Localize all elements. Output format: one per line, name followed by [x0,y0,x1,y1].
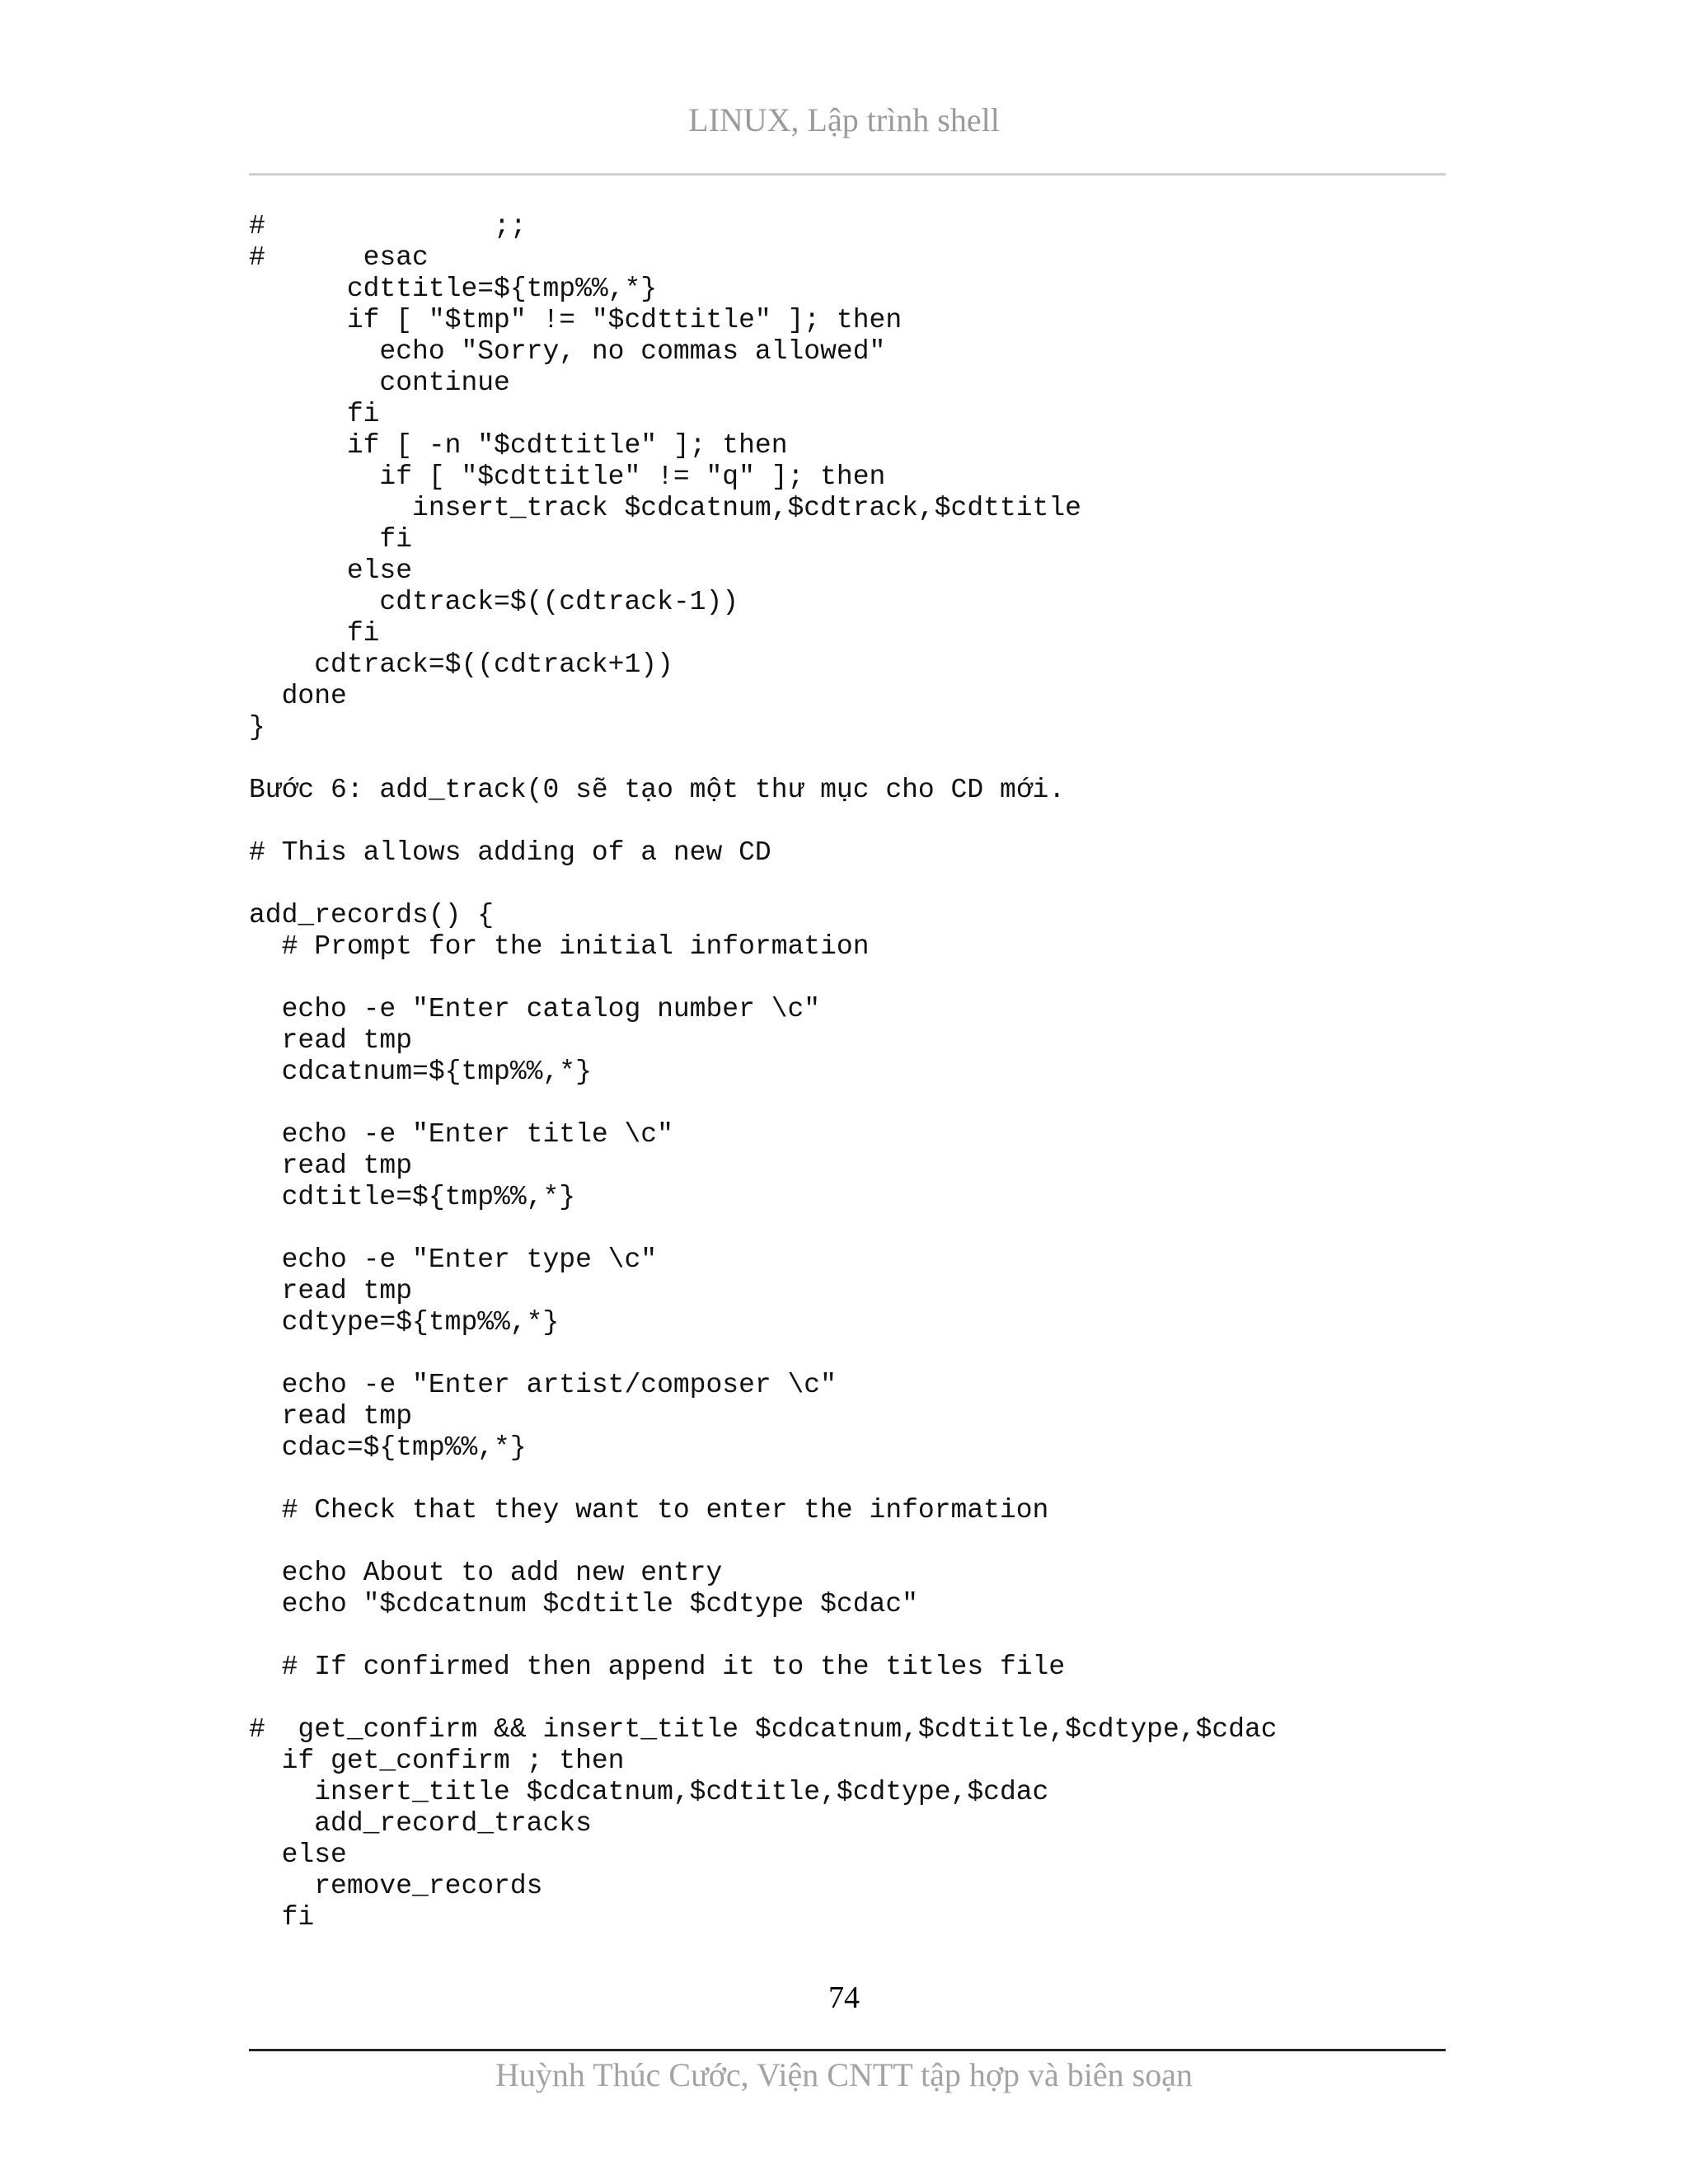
code-line: echo -e "Enter catalog number \c" [249,994,821,1024]
code-line: cdtype=${tmp%%,*} [249,1307,560,1338]
code-line: cdtrack=$((cdtrack+1)) [249,649,673,680]
code-line: read tmp [249,1401,413,1432]
code-line: cdac=${tmp%%,*} [249,1432,527,1463]
code-line: add_records() { [249,900,495,930]
code-line: # get_confirm && insert_title $cdcatnum,$cdtitle,$cdtype,$cdac [249,1714,1278,1745]
code-line: insert_title $cdcatnum,$cdtitle,$cdtype,$cdac [249,1777,1049,1807]
code-line: echo -e "Enter artist/composer \c" [249,1370,837,1400]
code-line: cdttitle=${tmp%%,*} [249,274,658,304]
code-line: # Prompt for the initial information [249,931,870,962]
header-title: LINUX, Lập trình shell [688,101,1000,138]
code-line: fi [249,1902,315,1933]
code-line: read tmp [249,1025,413,1056]
code-line [249,743,1278,775]
page-number: 74 [828,1980,860,2015]
code-line: if get_confirm ; then [249,1746,625,1776]
code-line: else [249,555,413,586]
code-line [249,1464,1278,1495]
code-line [249,1526,1278,1558]
code-line [249,1620,1278,1652]
code-line [249,1088,1278,1119]
code-line: read tmp [249,1151,413,1181]
code-line: continue [249,368,510,398]
code-line: cdtitle=${tmp%%,*} [249,1182,576,1212]
code-line: if [ "$tmp" != "$cdttitle" ]; then [249,305,903,335]
code-line: cdtrack=$((cdtrack-1)) [249,587,739,617]
code-line: fi [249,618,380,649]
code-line: if [ "$cdttitle" != "q" ]; then [249,462,886,492]
code-line: add_record_tracks [249,1808,592,1839]
code-listing [249,211,1278,1933]
code-line [249,963,1278,994]
code-line: echo -e "Enter type \c" [249,1244,658,1275]
code-line: echo About to add new entry [249,1558,723,1588]
footer-divider [249,2049,1446,2051]
code-line [249,869,1278,900]
code-line: # If confirmed then append it to the titles file [249,1652,1066,1682]
header-divider [249,173,1446,176]
code-line: insert_track $cdcatnum,$cdtrack,$cdttitle [249,493,1081,523]
code-line: echo "Sorry, no commas allowed" [249,336,886,367]
code-line: if [ -n "$cdttitle" ]; then [249,430,788,461]
code-line: # Check that they want to enter the information [249,1495,1049,1526]
code-line: fi [249,399,380,429]
code-line: read tmp [249,1276,413,1306]
code-line: cdcatnum=${tmp%%,*} [249,1057,592,1087]
code-line: done [249,681,347,711]
code-line [249,1213,1278,1244]
code-line [249,1683,1278,1714]
code-line: # ;; [249,211,527,241]
code-line: # esac [249,242,429,273]
code-line [249,1338,1278,1370]
code-line [249,806,1278,837]
code-line: remove_records [249,1871,543,1901]
code-line: echo "$cdcatnum $cdtitle $cdtype $cdac" [249,1589,918,1619]
code-line: } [249,712,265,743]
code-line: echo -e "Enter title \c" [249,1119,673,1150]
code-line: # This allows adding of a new CD [249,837,771,868]
code-line: Bước 6: add_track(0 sẽ tạo một thư mục cho CD mới. [249,775,1066,805]
footer-text: Huỳnh Thúc Cước, Viện CNTT tập hợp và biên soạn [495,2056,1193,2093]
code-line: else [249,1840,347,1870]
code-line: fi [249,524,413,555]
